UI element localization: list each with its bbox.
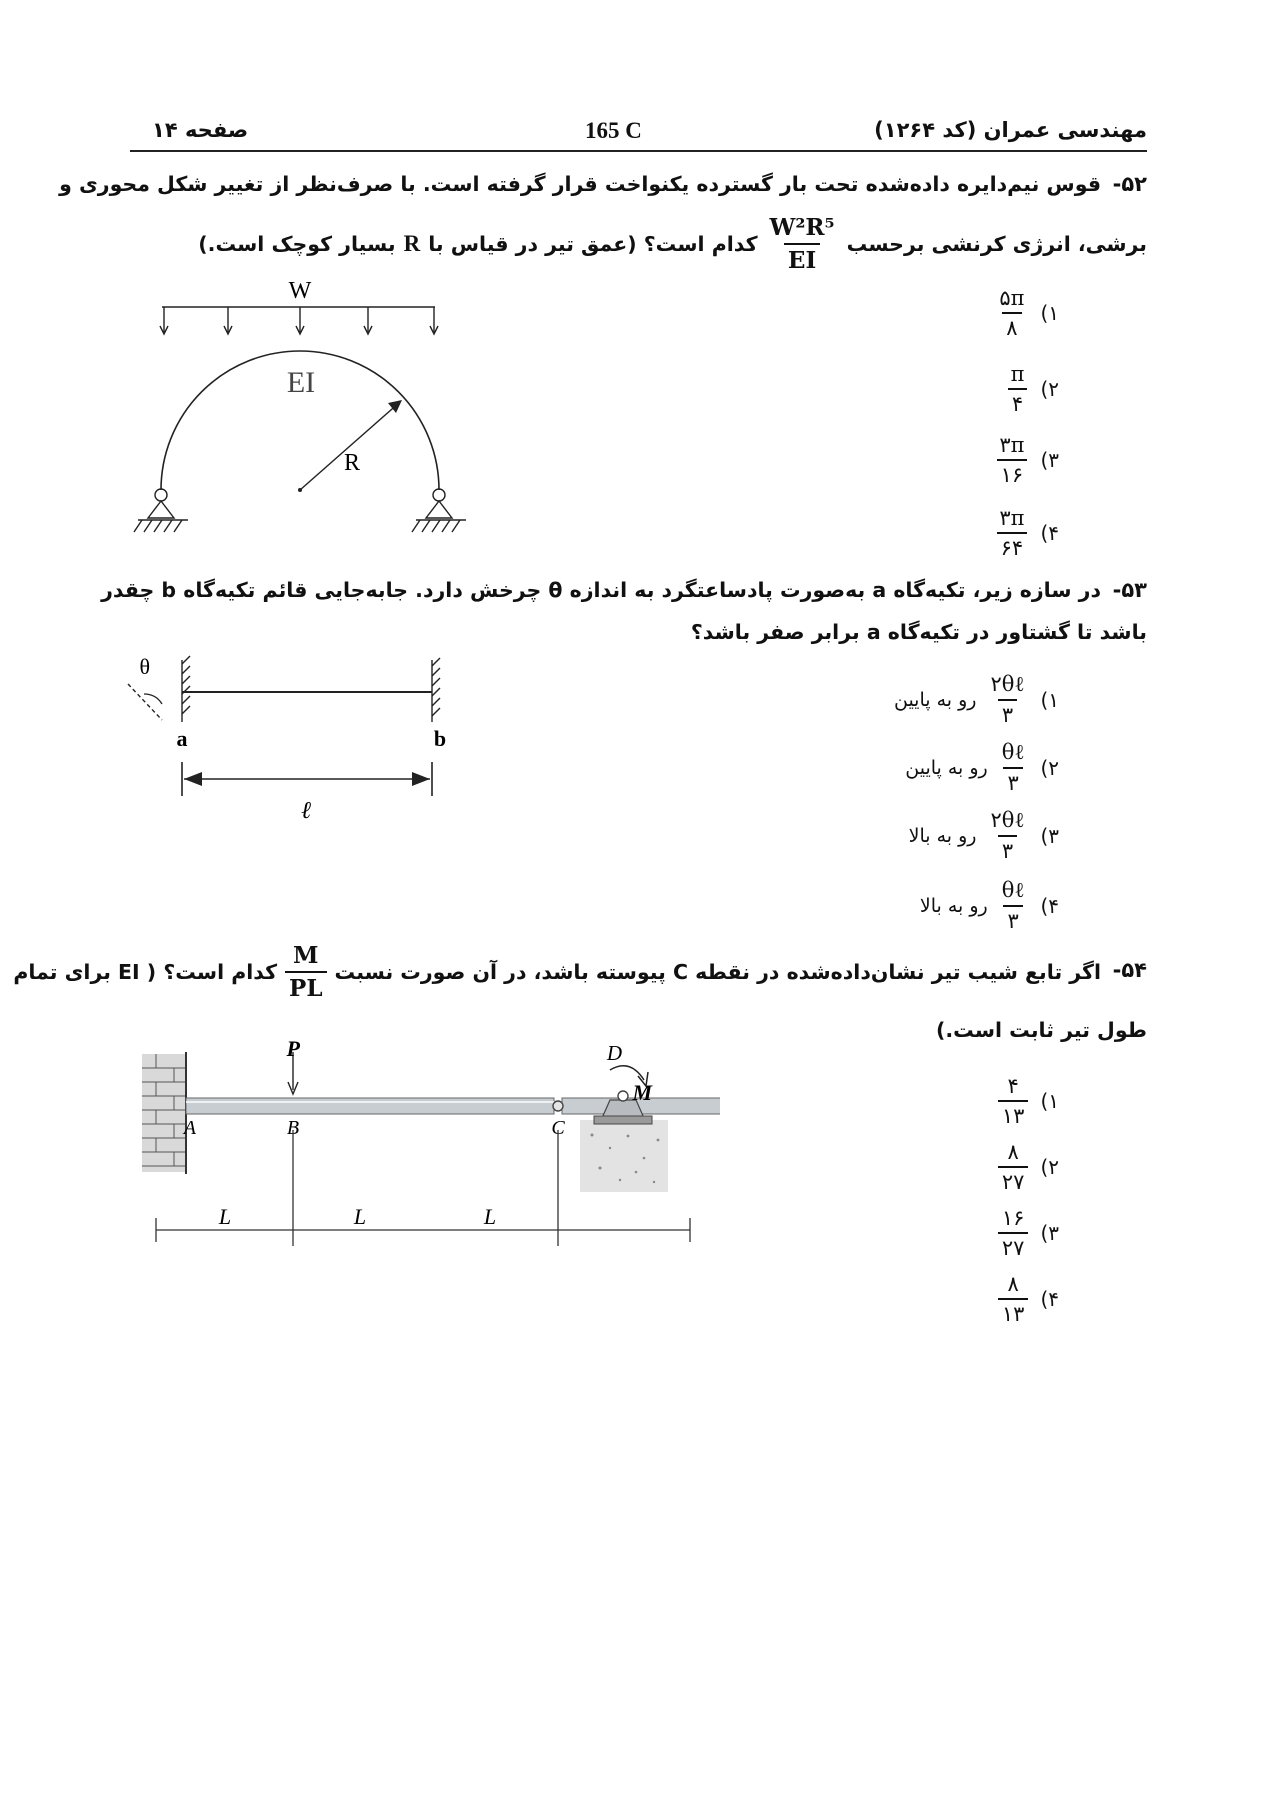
option-denominator: ۳: [1003, 905, 1022, 933]
radius-line: [300, 402, 400, 490]
option-numerator: ۸: [1007, 1140, 1019, 1164]
option-numerator: π: [1010, 362, 1025, 386]
q53-line1: در سازه زیر، تکیه‌گاه a به‌صورت پادساعتگرد به اندازه θ چرخش دارد. جابه‌جایی قائم تکیه‌گاه b چقدر: [101, 578, 1101, 602]
option-denominator: ۲۷: [998, 1232, 1029, 1260]
option-numerator: ۴: [1007, 1074, 1019, 1098]
length-label: ℓ: [301, 798, 311, 824]
option-direction-text: رو به پایین: [905, 756, 988, 779]
load-label: W: [288, 278, 312, 304]
theta-label: θ: [139, 654, 150, 679]
option-denominator: ۳: [998, 835, 1017, 863]
option-number: ۲): [1040, 1155, 1059, 1179]
q54-line2: طول تیر ثابت است.): [935, 1018, 1147, 1042]
q54-option-1[interactable]: [998, 1074, 1059, 1128]
arch-stiffness-label: EI: [286, 366, 316, 399]
q53-option-4[interactable]: [920, 878, 1059, 933]
q53-line2: باشد تا گشتاور در تکیه‌گاه a برابر صفر باشد؟: [690, 620, 1147, 644]
option-denominator: ۳: [998, 699, 1017, 727]
option-numerator: ۳π: [999, 506, 1025, 530]
label-d: D: [606, 1041, 622, 1065]
radius-label: R: [343, 450, 360, 476]
option-direction-text: رو به بالا: [908, 824, 977, 847]
arch-center-point: [298, 488, 302, 492]
q53-option-1[interactable]: [894, 672, 1059, 727]
option-number: ۴): [1040, 1287, 1059, 1311]
option-denominator: ۳: [1003, 767, 1022, 795]
option-number: ۲): [1040, 755, 1059, 780]
brick-wall: [142, 1052, 186, 1174]
load-p-label: P: [286, 1036, 300, 1061]
q52-option-4[interactable]: [995, 506, 1059, 560]
q52-option-1[interactable]: [995, 286, 1059, 340]
option-numerator: ۸: [1007, 1272, 1019, 1296]
q52-fraction-numerator: W²R⁵: [769, 214, 835, 241]
q53-number: ۵۳-: [1112, 578, 1147, 602]
option-denominator: ۶۴: [997, 532, 1028, 560]
option-number: ۱): [1040, 301, 1059, 325]
q52-energy-fraction: [766, 214, 839, 274]
support-b-fixed: [432, 658, 440, 722]
q52-fraction-denominator: EI: [784, 243, 820, 274]
header-exam-title: مهندسی عمران (کد ۱۲۶۴): [874, 118, 1147, 142]
q54-ratio-fraction: [285, 942, 326, 1002]
q52-arch-figure: [120, 270, 480, 545]
length-dimension: [182, 762, 432, 796]
option-numerator: ۳π: [999, 433, 1025, 457]
right-pin-support: [412, 489, 466, 532]
q52-line2: [198, 214, 1147, 274]
left-pin-support: [134, 489, 188, 532]
option-numerator: θℓ: [1001, 878, 1025, 902]
option-number: ۱): [1040, 1089, 1059, 1113]
dimension-arrow-right: [412, 772, 430, 786]
label-a: a: [176, 726, 188, 751]
header-booklet-code: 165 C: [585, 118, 642, 143]
option-number: ۱): [1040, 687, 1059, 712]
q52-option-2[interactable]: [1007, 362, 1059, 416]
option-number: ۳): [1040, 1221, 1059, 1245]
header-divider: [130, 150, 1147, 152]
option-denominator: ۴: [1008, 388, 1027, 416]
option-denominator: ۱۳: [998, 1100, 1029, 1128]
option-numerator: ۵π: [999, 286, 1025, 310]
q54-option-3[interactable]: [998, 1206, 1059, 1260]
option-denominator: ۲۷: [998, 1166, 1029, 1194]
span-label-3: L: [483, 1204, 497, 1229]
label-a: A: [183, 1117, 196, 1139]
q52-line2-c: بسیار کوچک است.): [198, 232, 396, 256]
option-numerator: θℓ: [1001, 740, 1025, 764]
option-numerator: ۲θℓ: [990, 672, 1025, 696]
q54-fraction-denominator: PL: [285, 971, 326, 1002]
dimension-arrow-left: [184, 772, 202, 786]
pin-d: [618, 1091, 628, 1101]
option-denominator: ۸: [1002, 312, 1021, 340]
theta-arc: [144, 694, 162, 704]
q54-fraction-numerator: M: [293, 942, 319, 969]
option-numerator: ۲θℓ: [990, 808, 1025, 832]
option-number: ۳): [1040, 823, 1059, 848]
q54-line1: [13, 942, 1101, 1002]
header-page-number: صفحه ۱۴: [152, 118, 249, 142]
label-b: B: [286, 1117, 300, 1139]
q52-option-3[interactable]: [995, 433, 1059, 487]
q52-line2-a: برشی، انرژی کرنشی برحسب: [846, 232, 1147, 256]
support-a-fixed: [182, 656, 190, 722]
base-plate: [594, 1116, 652, 1124]
q53-option-3[interactable]: [909, 808, 1059, 863]
q54-line1-b: کدام است؟ ( EI برای تمام: [13, 960, 278, 984]
q52-number: ۵۲-: [1112, 172, 1147, 196]
load-arrows: [160, 307, 438, 334]
q53-beam-figure: [120, 650, 470, 830]
q52-line2-b: کدام است؟ (عمق تیر در قیاس با: [428, 232, 758, 256]
option-direction-text: رو به بالا: [919, 894, 988, 917]
label-b: b: [433, 726, 447, 751]
option-direction-text: رو به پایین: [893, 688, 977, 711]
q54-support-d-figure: [540, 1040, 730, 1240]
option-number: ۴): [1040, 521, 1059, 545]
q54-option-2[interactable]: [998, 1140, 1059, 1194]
rotated-support-line: [128, 684, 162, 720]
q54-option-4[interactable]: [998, 1272, 1059, 1326]
span-label-1: L: [218, 1204, 232, 1229]
beam-segment-ac: [186, 1098, 554, 1114]
label-c: C: [551, 1117, 565, 1139]
q53-option-2[interactable]: [905, 740, 1059, 795]
q54-number: ۵۴-: [1112, 958, 1147, 982]
option-numerator: ۱۶: [1001, 1206, 1025, 1230]
span-label-2: L: [353, 1204, 367, 1229]
q52-line2-R: R: [403, 231, 421, 256]
option-denominator: ۱۳: [998, 1298, 1029, 1326]
q52-line1: قوس نیم‌دایره داده‌شده تحت بار گسترده یکنواخت قرار گرفته است. با صرف‌نظر از تغییر شکل محوری و: [59, 172, 1101, 196]
option-denominator: ۱۶: [997, 459, 1028, 487]
option-number: ۴): [1040, 893, 1059, 918]
option-number: ۲): [1040, 377, 1059, 401]
moment-label: M: [632, 1080, 652, 1105]
option-number: ۳): [1040, 448, 1059, 472]
q54-line1-a: اگر تابع شیب تیر نشان‌داده‌شده در نقطه C پیوسته باشد، در آن صورت نسبت: [334, 960, 1101, 984]
